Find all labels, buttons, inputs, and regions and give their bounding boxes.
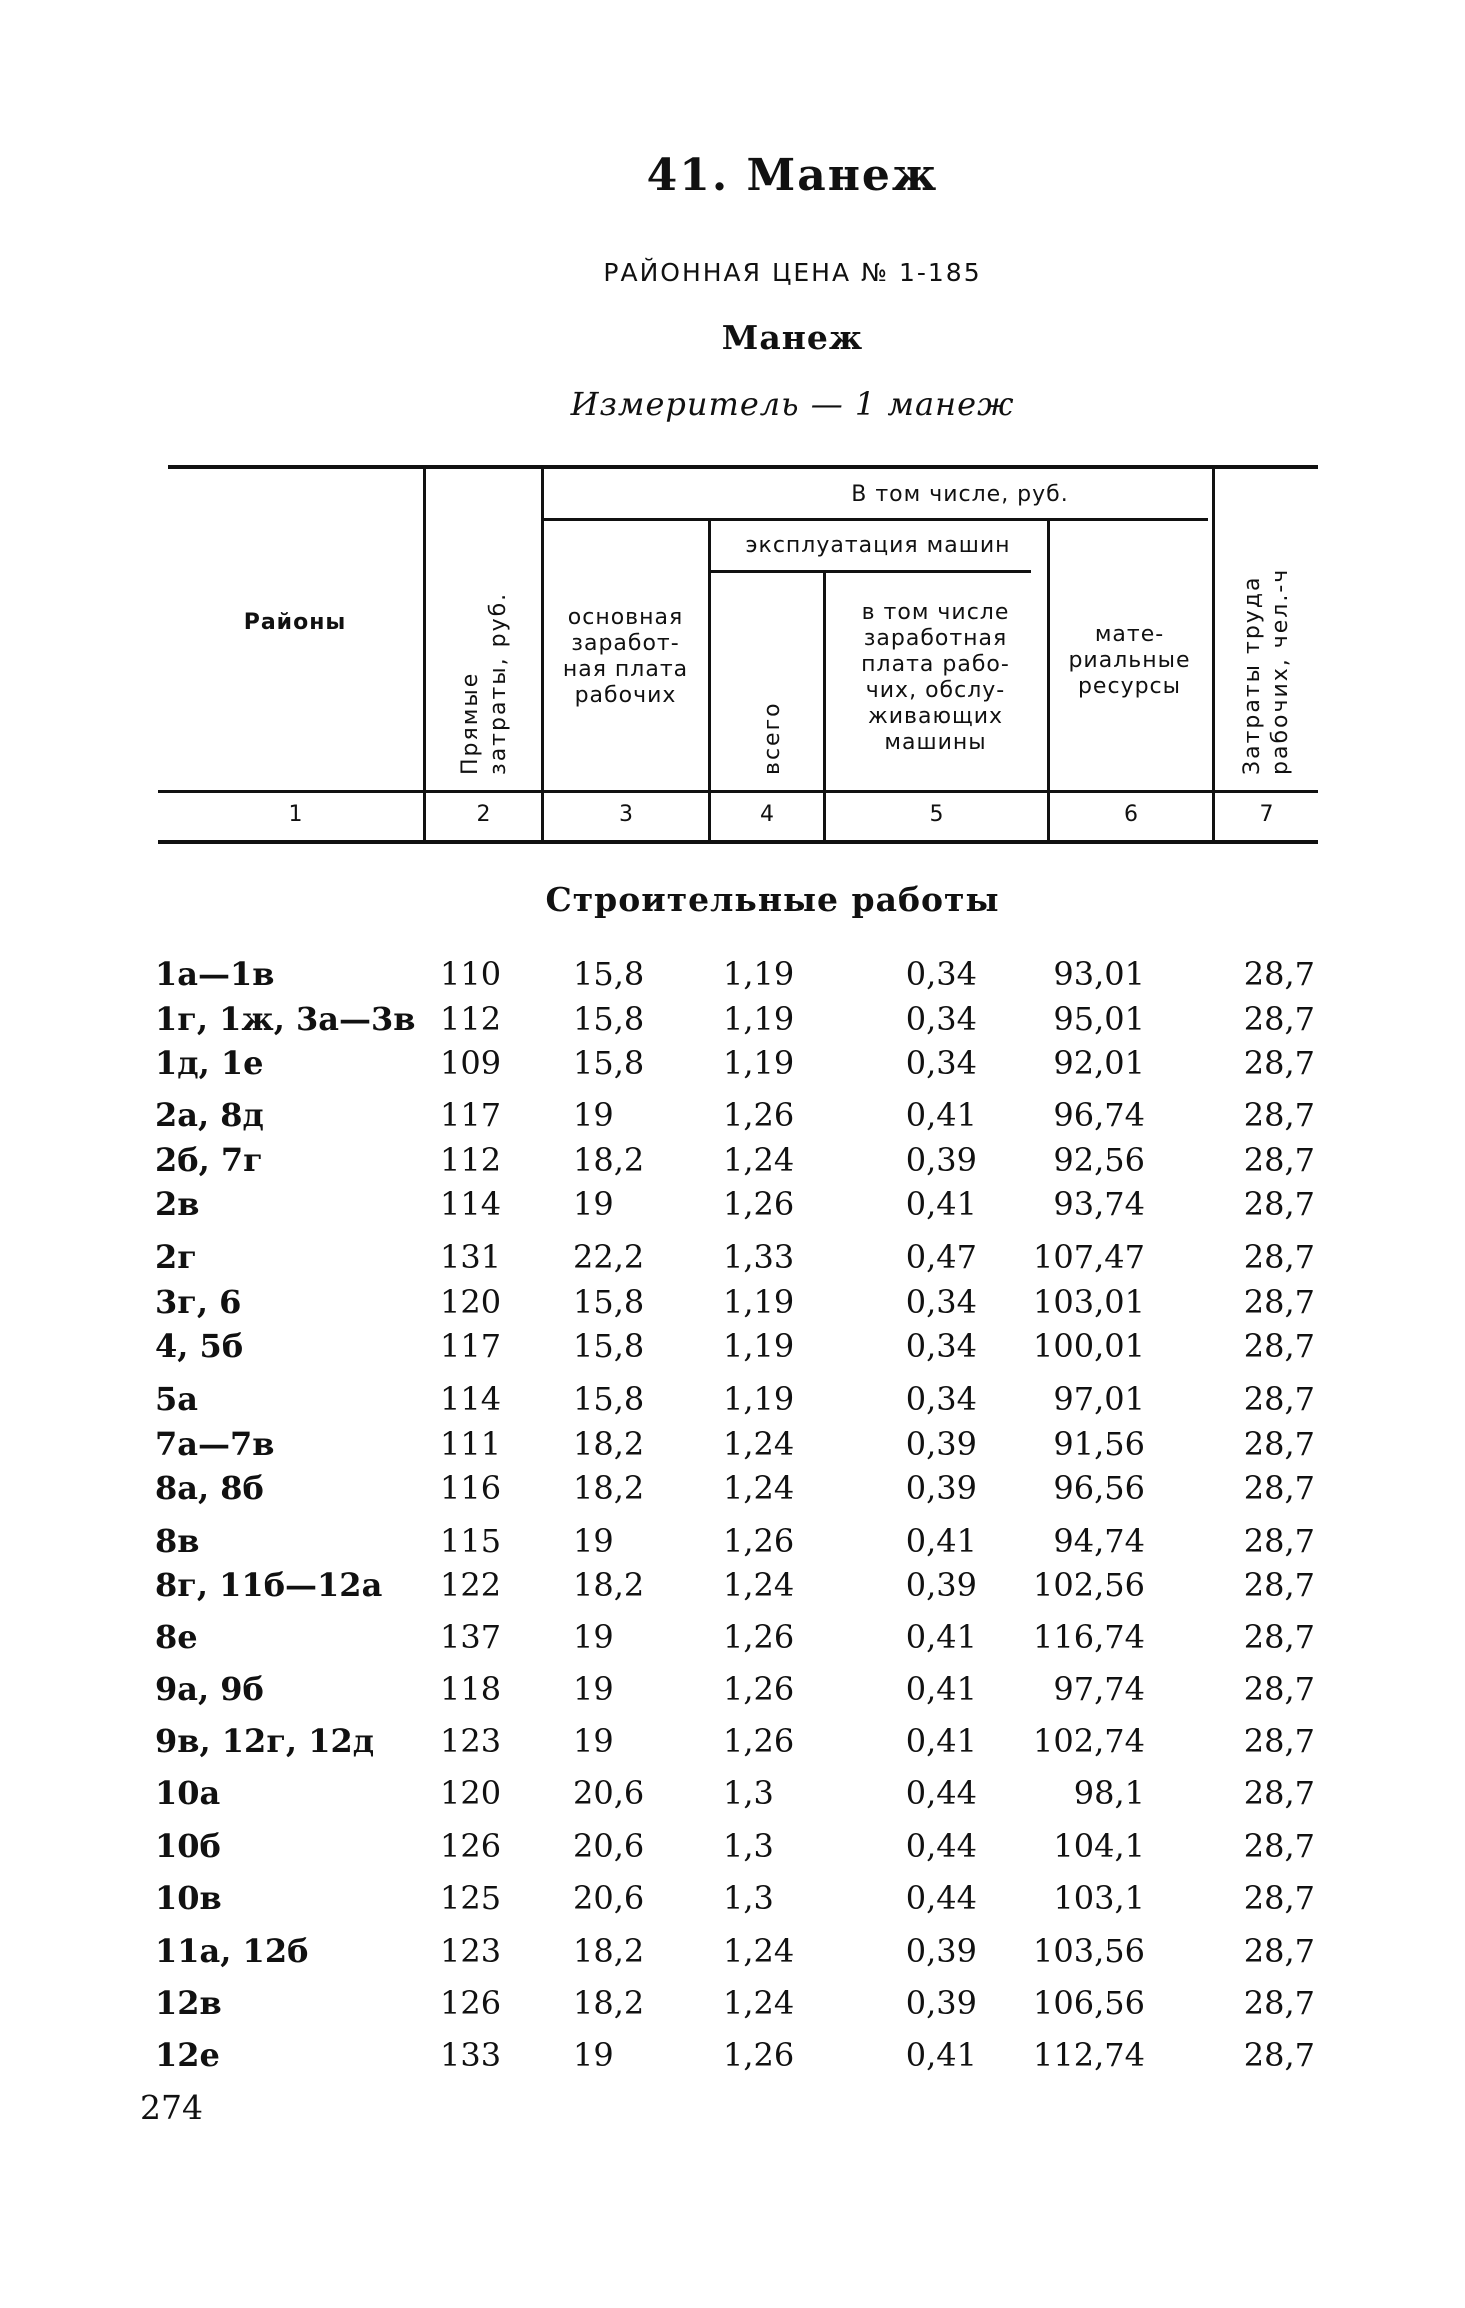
value-cell: 0,41	[905, 1618, 977, 1656]
value-cell: 117	[440, 1327, 502, 1365]
value-cell: 102,74	[1033, 1722, 1145, 1760]
region-cell: 10а	[155, 1774, 221, 1812]
value-cell: 112	[440, 1141, 502, 1179]
col-number: 1	[288, 802, 303, 827]
region-cell: 7а—7в	[155, 1425, 275, 1463]
region-cell: 1а—1в	[155, 955, 275, 993]
divider-1	[423, 468, 426, 842]
value-cell: 104,1	[1053, 1827, 1145, 1865]
value-cell: 28,7	[1243, 2036, 1315, 2074]
value-cell: 102,56	[1033, 1566, 1145, 1604]
region-cell: 10в	[155, 1879, 222, 1917]
table-row	[0, 1327, 1465, 1371]
value-cell: 0,41	[905, 1670, 977, 1708]
table-row	[0, 1185, 1465, 1229]
region-cell: 9а, 9б	[155, 1670, 264, 1708]
value-cell: 0,39	[905, 1425, 977, 1463]
value-cell: 0,41	[905, 2036, 977, 2074]
region-cell: 5а	[155, 1380, 198, 1418]
header-base-wage: основная заработ- ная плата рабочих	[562, 605, 689, 708]
value-cell: 28,7	[1243, 1283, 1315, 1321]
value-cell: 116	[440, 1469, 502, 1507]
value-cell: 15,8	[573, 1283, 645, 1321]
value-cell: 97,01	[1053, 1380, 1145, 1418]
value-cell: 94,74	[1053, 1522, 1145, 1560]
header-machine-wage: в том числе заработная плата рабо- чих, обслу- живающих машины	[861, 600, 1010, 755]
value-cell: 93,74	[1053, 1185, 1145, 1223]
value-cell: 0,34	[905, 955, 977, 993]
machines-rule	[711, 570, 1031, 573]
value-cell: 123	[440, 1722, 502, 1760]
value-cell: 28,7	[1243, 1425, 1315, 1463]
table-row	[0, 1774, 1465, 1818]
value-cell: 28,7	[1243, 1774, 1315, 1812]
value-cell: 114	[440, 1185, 502, 1223]
table-row	[0, 1283, 1465, 1327]
value-cell: 28,7	[1243, 1469, 1315, 1507]
region-cell: 2а, 8д	[155, 1096, 264, 1134]
value-cell: 120	[440, 1774, 502, 1812]
col-number: 7	[1259, 802, 1274, 827]
header-total: всего	[760, 701, 785, 775]
value-cell: 1,24	[723, 1566, 795, 1604]
value-cell: 111	[440, 1425, 502, 1463]
value-cell: 112,74	[1033, 2036, 1145, 2074]
value-cell: 1,26	[723, 1722, 795, 1760]
value-cell: 28,7	[1243, 1327, 1315, 1365]
value-cell: 28,7	[1243, 1618, 1315, 1656]
value-cell: 95,01	[1053, 1000, 1145, 1038]
value-cell: 28,7	[1243, 955, 1315, 993]
value-cell: 1,24	[723, 1469, 795, 1507]
value-cell: 0,44	[905, 1879, 977, 1917]
header-top-rule	[168, 465, 1318, 469]
value-cell: 0,41	[905, 1185, 977, 1223]
value-cell: 122	[440, 1566, 502, 1604]
header-regions: Районы	[243, 610, 347, 635]
value-cell: 19	[573, 1722, 614, 1760]
value-cell: 137	[440, 1618, 502, 1656]
value-cell: 15,8	[573, 1044, 645, 1082]
region-cell: 2б, 7г	[155, 1141, 263, 1179]
value-cell: 109	[440, 1044, 502, 1082]
value-cell: 123	[440, 1932, 502, 1970]
value-cell: 19	[573, 1185, 614, 1223]
region-cell: 4, 5б	[155, 1327, 244, 1365]
value-cell: 18,2	[573, 1469, 645, 1507]
table-row	[0, 1380, 1465, 1424]
value-cell: 28,7	[1243, 1238, 1315, 1276]
table-row	[0, 1425, 1465, 1469]
value-cell: 1,26	[723, 2036, 795, 2074]
value-cell: 103,56	[1033, 1932, 1145, 1970]
header-direct-costs-1: Прямые	[458, 671, 483, 775]
value-cell: 28,7	[1243, 1000, 1315, 1038]
value-cell: 1,24	[723, 1932, 795, 1970]
table-row	[0, 1141, 1465, 1185]
table-row	[0, 1932, 1465, 1976]
divider-6	[1212, 468, 1215, 842]
table-row	[0, 1827, 1465, 1871]
value-cell: 0,41	[905, 1722, 977, 1760]
table-row	[0, 1984, 1465, 2028]
value-cell: 126	[440, 1984, 502, 2022]
value-cell: 107,47	[1033, 1238, 1145, 1276]
value-cell: 18,2	[573, 1425, 645, 1463]
region-cell: 10б	[155, 1827, 221, 1865]
value-cell: 0,47	[905, 1238, 977, 1276]
value-cell: 0,34	[905, 1380, 977, 1418]
table-row	[0, 1722, 1465, 1766]
col-number: 6	[1124, 802, 1138, 827]
value-cell: 1,26	[723, 1618, 795, 1656]
header-machine-operation: эксплуатация машин	[745, 533, 1011, 558]
value-cell: 28,7	[1243, 1932, 1315, 1970]
value-cell: 22,2	[573, 1238, 645, 1276]
region-cell: 9в, 12г, 12д	[155, 1722, 375, 1760]
value-cell: 1,3	[723, 1879, 774, 1917]
region-cell: 8а, 8б	[155, 1469, 264, 1507]
value-cell: 28,7	[1243, 1670, 1315, 1708]
divider-2	[541, 468, 544, 842]
value-cell: 115	[440, 1522, 502, 1560]
value-cell: 131	[440, 1238, 502, 1276]
value-cell: 1,19	[723, 1327, 795, 1365]
value-cell: 98,1	[1073, 1774, 1145, 1812]
section-title: 41. Манеж	[646, 150, 939, 201]
value-cell: 106,56	[1033, 1984, 1145, 2022]
region-cell: 8в	[155, 1522, 200, 1560]
value-cell: 28,7	[1243, 1566, 1315, 1604]
value-cell: 20,6	[573, 1774, 645, 1812]
value-cell: 1,3	[723, 1774, 774, 1812]
col-number: 3	[619, 802, 633, 827]
value-cell: 1,24	[723, 1141, 795, 1179]
value-cell: 0,34	[905, 1044, 977, 1082]
value-cell: 0,39	[905, 1469, 977, 1507]
numbers-bottom-rule	[158, 840, 1318, 844]
value-cell: 1,26	[723, 1522, 795, 1560]
value-cell: 0,39	[905, 1984, 977, 2022]
value-cell: 1,24	[723, 1984, 795, 2022]
value-cell: 133	[440, 2036, 502, 2074]
measure-unit: Измеритель — 1 манеж	[570, 385, 1015, 423]
table-row	[0, 1000, 1465, 1044]
header-bottom-rule	[158, 790, 1318, 793]
value-cell: 125	[440, 1879, 502, 1917]
value-cell: 114	[440, 1380, 502, 1418]
value-cell: 20,6	[573, 1879, 645, 1917]
value-cell: 1,26	[723, 1096, 795, 1134]
value-cell: 28,7	[1243, 1185, 1315, 1223]
table-row	[0, 1096, 1465, 1140]
value-cell: 15,8	[573, 1380, 645, 1418]
table-row	[0, 1522, 1465, 1566]
value-cell: 15,8	[573, 955, 645, 993]
price-label: РАЙОННАЯ ЦЕНА № 1-185	[603, 258, 982, 287]
value-cell: 0,44	[905, 1774, 977, 1812]
value-cell: 118	[440, 1670, 502, 1708]
value-cell: 0,34	[905, 1327, 977, 1365]
value-cell: 116,74	[1033, 1618, 1145, 1656]
value-cell: 92,56	[1053, 1141, 1145, 1179]
value-cell: 1,19	[723, 1380, 795, 1418]
value-cell: 1,24	[723, 1425, 795, 1463]
table-row	[0, 1618, 1465, 1662]
value-cell: 28,7	[1243, 1380, 1315, 1418]
value-cell: 1,19	[723, 1000, 795, 1038]
region-cell: 12в	[155, 1984, 222, 2022]
value-cell: 20,6	[573, 1827, 645, 1865]
value-cell: 103,01	[1033, 1283, 1145, 1321]
value-cell: 91,56	[1053, 1425, 1145, 1463]
value-cell: 18,2	[573, 1141, 645, 1179]
value-cell: 19	[573, 1618, 614, 1656]
value-cell: 1,19	[723, 955, 795, 993]
value-cell: 0,34	[905, 1283, 977, 1321]
value-cell: 15,8	[573, 1327, 645, 1365]
table-row	[0, 955, 1465, 999]
region-cell: 3г, 6	[155, 1283, 242, 1321]
value-cell: 0,44	[905, 1827, 977, 1865]
table-row	[0, 1238, 1465, 1282]
value-cell: 1,33	[723, 1238, 795, 1276]
value-cell: 19	[573, 1096, 614, 1134]
value-cell: 96,74	[1053, 1096, 1145, 1134]
value-cell: 28,7	[1243, 1984, 1315, 2022]
group-title: Строительные работы	[545, 880, 1000, 919]
header-labor-2: рабочих, чел.-ч	[1268, 567, 1293, 775]
divider-5	[1047, 520, 1050, 842]
divider-3	[708, 520, 711, 842]
value-cell: 18,2	[573, 1932, 645, 1970]
value-cell: 117	[440, 1096, 502, 1134]
value-cell: 0,39	[905, 1141, 977, 1179]
value-cell: 1,19	[723, 1283, 795, 1321]
value-cell: 103,1	[1053, 1879, 1145, 1917]
value-cell: 96,56	[1053, 1469, 1145, 1507]
value-cell: 97,74	[1053, 1670, 1145, 1708]
value-cell: 93,01	[1053, 955, 1145, 993]
value-cell: 92,01	[1053, 1044, 1145, 1082]
value-cell: 110	[440, 955, 502, 993]
col-number: 2	[476, 802, 491, 827]
value-cell: 0,41	[905, 1096, 977, 1134]
value-cell: 19	[573, 2036, 614, 2074]
value-cell: 1,26	[723, 1670, 795, 1708]
region-cell: 2в	[155, 1185, 200, 1223]
table-row	[0, 1566, 1465, 1610]
header-labor-1: Затраты труда	[1240, 575, 1265, 775]
col-number: 4	[760, 802, 774, 827]
region-cell: 8г, 11б—12а	[155, 1566, 383, 1604]
including-rule	[543, 518, 1208, 521]
header-direct-costs-2: затраты, руб.	[486, 591, 511, 775]
region-cell: 11а, 12б	[155, 1932, 309, 1970]
value-cell: 18,2	[573, 1566, 645, 1604]
value-cell: 28,7	[1243, 1522, 1315, 1560]
value-cell: 126	[440, 1827, 502, 1865]
value-cell: 18,2	[573, 1984, 645, 2022]
value-cell: 28,7	[1243, 1879, 1315, 1917]
col-number: 5	[929, 802, 944, 827]
value-cell: 0,39	[905, 1566, 977, 1604]
value-cell: 28,7	[1243, 1044, 1315, 1082]
table-row	[0, 1469, 1465, 1513]
value-cell: 28,7	[1243, 1141, 1315, 1179]
value-cell: 15,8	[573, 1000, 645, 1038]
value-cell: 120	[440, 1283, 502, 1321]
table-row	[0, 1670, 1465, 1714]
header-including: В том числе, руб.	[851, 482, 1069, 507]
value-cell: 19	[573, 1522, 614, 1560]
value-cell: 0,34	[905, 1000, 977, 1038]
value-cell: 0,41	[905, 1522, 977, 1560]
value-cell: 1,3	[723, 1827, 774, 1865]
header-materials: мате- риальные ресурсы	[1068, 622, 1191, 699]
value-cell: 1,19	[723, 1044, 795, 1082]
value-cell: 28,7	[1243, 1096, 1315, 1134]
value-cell: 0,39	[905, 1932, 977, 1970]
value-cell: 19	[573, 1670, 614, 1708]
value-cell: 28,7	[1243, 1827, 1315, 1865]
region-cell: 2г	[155, 1238, 197, 1276]
table-row	[0, 2036, 1465, 2080]
table-row	[0, 1879, 1465, 1923]
region-cell: 12е	[155, 2036, 220, 2074]
value-cell: 112	[440, 1000, 502, 1038]
region-cell: 1г, 1ж, 3а—3в	[155, 1000, 416, 1038]
value-cell: 28,7	[1243, 1722, 1315, 1760]
table-row	[0, 1044, 1465, 1088]
region-cell: 1д, 1е	[155, 1044, 264, 1082]
value-cell: 1,26	[723, 1185, 795, 1223]
page-number: 274	[140, 2088, 203, 2127]
region-cell: 8е	[155, 1618, 198, 1656]
sub-title: Манеж	[721, 318, 864, 357]
value-cell: 100,01	[1033, 1327, 1145, 1365]
